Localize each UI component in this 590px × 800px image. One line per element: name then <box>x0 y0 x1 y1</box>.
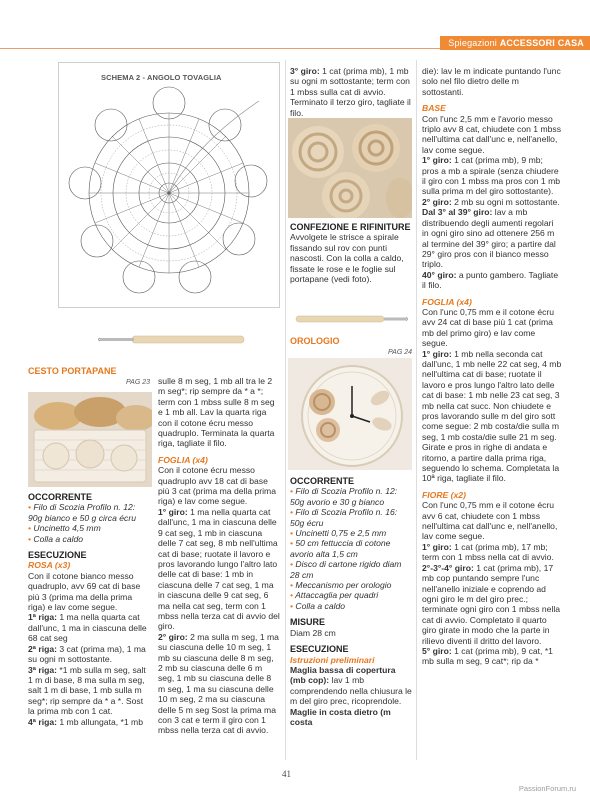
roses-closeup-photo <box>288 118 412 218</box>
column-left-text <box>28 492 150 727</box>
rosa-row-1: 1ª riga: 1 ma nella quarta cat dall'unc, 1 ma in ciascuna delle 68 cat seg <box>28 612 147 644</box>
foglia-round-2: 2° giro: 2 ma sulla m seg, 1 ma su ciascuna delle 10 m seg, 1 mb su ciascuna delle 8 m seg, 2 mb su ciascuna delle 6 m seg, 1 mb su ciascuna delle 8 m seg, 1 ma su ciascuna delle 10 m seg, 2 ma su ciascuna delle 5 m seg Sost la prima ma con 3 cat e term il giro con 1 mbss nella terza cat di avvio. <box>158 631 279 736</box>
orologio-material-item: • Filo di Scozia Profilo n. 16: 50g écru <box>290 507 398 528</box>
column-right <box>422 66 562 667</box>
clock-photo <box>288 358 412 470</box>
base-round-1: 1° giro: 1 cat (prima mb), 9 mb; pros a mb a spirale (senza chiudere il giro con 1 mbss ma pros con 1 mb sulla prima m del giro sottostante). <box>422 155 561 197</box>
column-divider <box>416 60 417 760</box>
confezione-heading: CONFEZIONE E RIFINITURE <box>290 222 411 232</box>
base-intro: Con l'unc 2,5 mm e l'avorio messo triplo avv 8 cat, chiudete con 1 mbss nell'ultima cat dall'unc e, nell'anello, lav come segue. <box>422 113 562 155</box>
confezione-text: Avvolgete le strisce a spirale fissando sul rov con punti nascosti. Con la colla a caldo, fissate le rose e le foglie sul portapane (vedi foto). <box>290 232 404 285</box>
cesto-material-item: • Uncinetto 4,5 mm <box>28 523 101 534</box>
crochet-hook-image <box>96 330 266 350</box>
rosa-row-2: 2ª riga: 3 cat (prima ma), 1 ma su ogni m sottostante. <box>28 643 146 665</box>
foglia-round-3: 3° giro: 1 cat (prima mb), 1 mb su ogni m sottostante; term con 1 mbss sulla cat di avvio. Terminato il terzo giro, tagliate il filo. <box>290 66 411 118</box>
orologio-material-item: • 50 cm fettuccia di cotone avorio alta 1,5 cm <box>290 538 391 559</box>
base-round-40: 40° giro: a punto gambero. Tagliate il filo. <box>422 269 559 291</box>
istruzioni-heading: Istruzioni preliminari <box>290 654 375 665</box>
base-round-2: 2° giro: 2 mb su ogni m sottostante. <box>422 196 560 207</box>
cesto-material-item: • Filo di Scozia Profilo n. 12: 90g bianco e 50 g circa écru <box>28 502 136 523</box>
rosa-intro: Con il cotone bianco messo quadruplo, avv 69 cat di base più 3 (prima ma della prima riga) e lav come segue. <box>28 570 141 613</box>
crochet-scheme-diagram <box>59 81 279 307</box>
cesto-materials-heading: OCCORRENTE <box>28 492 93 502</box>
column-divider <box>285 60 286 760</box>
rosa-heading: ROSA (x3) <box>28 560 71 571</box>
watermark: PassionForum.ru <box>518 784 576 793</box>
orologio-materials-heading: OCCORRENTE <box>290 476 355 486</box>
column-c-top <box>290 66 412 118</box>
fiore-intro: Con l'unc 0,75 mm e il cotone écru avv 6 cat, chiudete con 1 mbss nell'ultima cat dall'unc e, nell'anello, lav come segue. <box>422 500 558 542</box>
section-title: ACCESSORI CASA <box>499 38 584 48</box>
maglie-costa-continuation: die): lav le m indicate puntando l'unc solo nel filo dietro delle m sottostanti. <box>422 66 561 97</box>
maglia-bassa-copertura: Maglia bassa di copertura (mb cop): lav 1 mb comprendendo nella chiusura le m del giro prec, ricoprendole. <box>290 664 412 707</box>
orologio-material-item: • Uncinetti 0,75 e 2,5 mm <box>290 528 387 539</box>
cesto-material-item: • Colla a caldo <box>28 533 84 544</box>
base-round-3-39: Dal 3° al 39° giro: lav a mb distribuendo degli aumenti regolari in ogni giro sino ad ottenere 256 m al termine del 39° giro; a partire dal 29° giro pros con il bianco messo triplo. <box>422 207 556 270</box>
rosa-row-3: 3ª riga: *1 mb sulla m seg, salt 1 m di base, 8 ma sulla m seg, salt 1 m di base, 1 mb sulla m seg*; rip sempre da * a *. Sost la prima mb con 1 cat. <box>28 664 146 717</box>
column-left <box>28 366 150 390</box>
rosa-continuation: sulle 8 m seg, 1 mb all tra le 2 m seg*; rip sempre da * a *; term con 1 mbss sulle 8 m seg e 1 mb all. Lav la quarta riga con il cotone écru messo quadruplo. Terminata la quarta riga, tagliate il filo. <box>158 376 275 449</box>
section-tab <box>440 36 590 50</box>
scheme-title: SCHEMA 2 - ANGOLO TOVAGLIA <box>101 73 222 82</box>
fiore-round-2-4: 2°-3°-4° giro: 1 cat (prima mb), 17 mb cop puntando sempre l'unc nell'anello iniziale e coprendo ad ogni giro le m del giro prec.; terminate ogni giro con 1 mbss nella cat di avvio. Completato il quarto giro girate in modo che la parte in rilievo diventi il dritto del lavoro. <box>422 562 561 646</box>
cesto-title: CESTO PORTAPANE <box>28 366 117 376</box>
maglie-costa-label: Maglie in costa dietro (m costa <box>290 706 391 727</box>
orologio-material-item: • Filo di Scozia Profilo n. 12: 50g avorio e 30 g bianco <box>290 486 398 507</box>
base-heading: BASE <box>422 103 446 114</box>
foglia-round-1: 1° giro: 1 ma nella quarta cat dall'unc, 1 ma in ciascuna delle 9 cat seg, 1 mb in ciascuna delle 7 cat seg, 8 mb nell'ultima cat di base; ruotate il lavoro e pros lavorando lungo l'altro lato delle cat di base: 1 mb in ciascuna delle 7 cat seg, 1 ma in ciascuna delle 9 cat seg, 6 ma nella cat seg, term con 1 mbss nella terza cat di avvio del giro. <box>158 506 280 632</box>
column-c-confezione <box>290 222 412 284</box>
orologio-material-item: • Meccanismo per orologio <box>290 580 392 591</box>
bread-basket-photo <box>28 392 152 487</box>
orologio-page-ref: PAG 24 <box>388 349 412 356</box>
fiore-round-5: 5° giro: 1 cat (prima mb), 9 cat, *1 mb sulla m seg, 9 cat*; rip da * <box>422 645 553 667</box>
misure-heading: MISURE <box>290 617 326 628</box>
section-prefix: Spiegazioni <box>448 38 497 48</box>
foglia-clock-intro: Con l'unc 0,75 mm e il cotone écru avv 24 cat di base più 1 cat (prima mb del primo giro) e lav come segue. <box>422 306 555 349</box>
cesto-execution-heading: ESECUZIONE <box>28 550 87 561</box>
orologio-execution-heading: ESECUZIONE <box>290 644 349 655</box>
orologio-material-item: • Attaccaglia per quadri <box>290 590 379 601</box>
column-c-orologio <box>290 476 412 727</box>
rosa-row-4: 4ª riga: 1 mb allungata, *1 mb <box>28 716 143 727</box>
foglia-clock-round-1: 1° giro: 1 mb nella seconda cat dall'unc, 1 mb nelle 22 cat seg, 4 mb nell'ultima cat di base; ruotate il lavoro e pros lungo l'altro lato delle cat di base: 1 mb nelle 23 cat seg, 3 mb nella cat succ. Non chiudete e pros lavorando sulle m del giro sott come segue: 2 mb costa/die sulla m seg, 1 mb costa/die sulle 21 m seg. Girate e pros in righe di andata e ritorno, a partire dalla prima riga, seguendo lo schema. Completata la 10ª riga, tagliate il filo. <box>422 348 562 484</box>
column-c-orologio-title <box>290 336 412 358</box>
cesto-page-ref: PAG 23 <box>126 379 150 386</box>
crochet-hook-image <box>292 310 412 328</box>
page-number: 41 <box>282 769 291 779</box>
orologio-title: OROLOGIO <box>290 336 340 346</box>
foglia-intro: Con il cotone écru messo quadruplo avv 18 cat di base più 3 cat (prima ma della prima riga) e lav come segue. <box>158 465 276 507</box>
fiore-heading: FIORE (x2) <box>422 489 466 500</box>
fiore-round-1: 1° giro: 1 cat (prima mb), 17 mb; term con 1 mbss nella cat di avvio. <box>422 541 554 563</box>
foglia-heading: FOGLIA (x4) <box>158 454 208 465</box>
foglia-clock-heading: FOGLIA (x4) <box>422 296 472 307</box>
crochet-scheme-box <box>58 62 280 308</box>
orologio-material-item: • Colla a caldo <box>290 600 346 611</box>
column-middle <box>158 376 280 736</box>
misure-text: Diam 28 cm <box>290 627 336 638</box>
orologio-material-item: • Disco di cartone rigido diam 28 cm <box>290 559 402 580</box>
